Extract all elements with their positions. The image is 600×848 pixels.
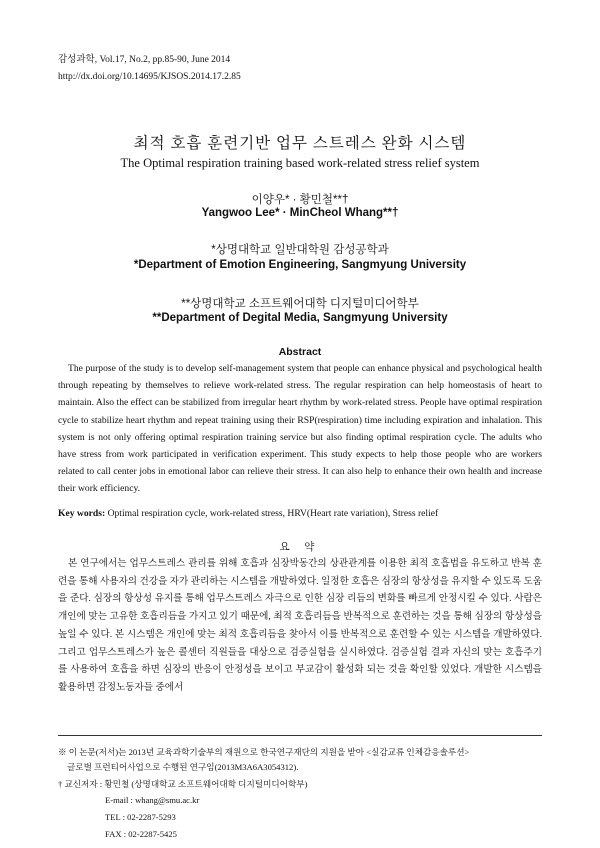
corresponding-email[interactable]: E-mail : whang@smu.ac.kr (105, 795, 200, 805)
journal-header (58, 52, 241, 86)
korean-summary-body: 본 연구에서는 업무스트레스 관리를 위해 호흡과 심장박동간의 상관관계를 이용한 최적 호흡법을 유도하고 반복 훈련을 통해 사용자의 건강을 자가 관리하는 시스템을 개발하였다. 일정한 호흡은 심장의 항상성을 유지할 수 있도록 도움을 준다. 심장의 항상성 유지를 통해 업무스트레스 자극으로 인한 심장 리듬의 변화를 빠르게 안정시킬 수 있다. 사람은 개인에 맞는 고유한 호흡리듬을 가지고 있기 때문에, 최적 호흡리듬을 반복적으로 훈련하는 것을 통해 심장의 항상성을 높일 수 있다. 본 시스템은 개인에 맞는 최적 호흡리듬을 찾아서 이를 반복적으로 훈련할 수 있는 시스템을 개발하였다. 그리고 업무스트레스가 높은 콜센터 직원들을 대상으로 검증실험을 실시하였다. 검증실험 결과 자신의 맞는 호흡주기를 사용하여 호흡을 하면 심장의 반응이 안정성을 보이고 부교감이 활성화 되는 것을 확인할 있었다. 개발한 시스템을 활용하면 감정노동자들 중에서 (58, 558, 542, 693)
affiliation-1-english: *Department of Emotion Engineering, Sangmyung University (133, 259, 467, 271)
paper-title-english: The Optimal respiration training based work-related stress relief system (120, 156, 480, 170)
keywords-list: Optimal respiration cycle, work-related stress, HRV(Heart rate variation), Stress relief (107, 508, 439, 519)
funding-note-line-1: ※ 이 논문(저서)는 2013년 교육과학기술부의 재원으로 한국연구재단의 지원을 받아 <실감교류 인체감응솔루션> (58, 747, 470, 757)
affiliation-2-english: **Department of Degital Media, Sangmyung University (152, 312, 448, 324)
authors-english: Yangwoo Lee* · MinCheol Whang**† (201, 207, 399, 219)
keywords-label: Key words: (58, 508, 106, 519)
korean-summary-heading: 요 약 (279, 542, 321, 553)
abstract-heading: Abstract (278, 346, 322, 358)
corresponding-tel: TEL : 02-2287-5293 (105, 812, 176, 822)
footnote-divider (58, 735, 542, 736)
paper-title-korean: 최적 호흡 훈련기반 업무 스트레스 완화 시스템 (133, 135, 467, 152)
doi-link[interactable]: http://dx.doi.org/10.14695/KJSOS.2014.17.2.85 (58, 72, 241, 82)
affiliation-2-korean: **상명대학교 소프트웨어대학 디지털미디어학부 (181, 298, 419, 310)
keywords (58, 505, 542, 522)
corresponding-author-note: † 교신저자 : 황민철 (상명대학교 소프트웨어대학 디지털미디어학부) (58, 779, 308, 789)
funding-note-line-2: 글로벌 프런티어사업으로 수행된 연구임(2013M3A6A3054312). (67, 762, 299, 772)
affiliation-1-korean: *상명대학교 일반대학원 감성공학과 (211, 244, 389, 256)
journal-citation: 감성과학, Vol.17, No.2, pp.85-90, June 2014 (58, 55, 231, 65)
authors-korean: 이양우* · 황민철**† (251, 194, 349, 206)
abstract-body: The purpose of the study is to develop self-management system that people can enhance physical and psychological health through repeating by themselves to relieve work-related stress. The regular respiration can help homeostasis of heart to maintain. Also the effect can be stabilized from irregular heart rhythm by work-related stress. People have optimal respiration cycle to stabilize heart rhythm and repeat training using their RSP(respiration) time including expiration and inhalation. This system is not only offering optimal respiration training service but also finding optimal respiration cycle. The adults who have stress from work participated in verification experiment. This study expects to help those people who are workers related to call center jobs in emotional labor can relieve their stress. It can also help to enhance their own health and increase their work efficiency. (58, 363, 542, 495)
corresponding-fax: FAX : 02-2287-5425 (105, 829, 177, 839)
